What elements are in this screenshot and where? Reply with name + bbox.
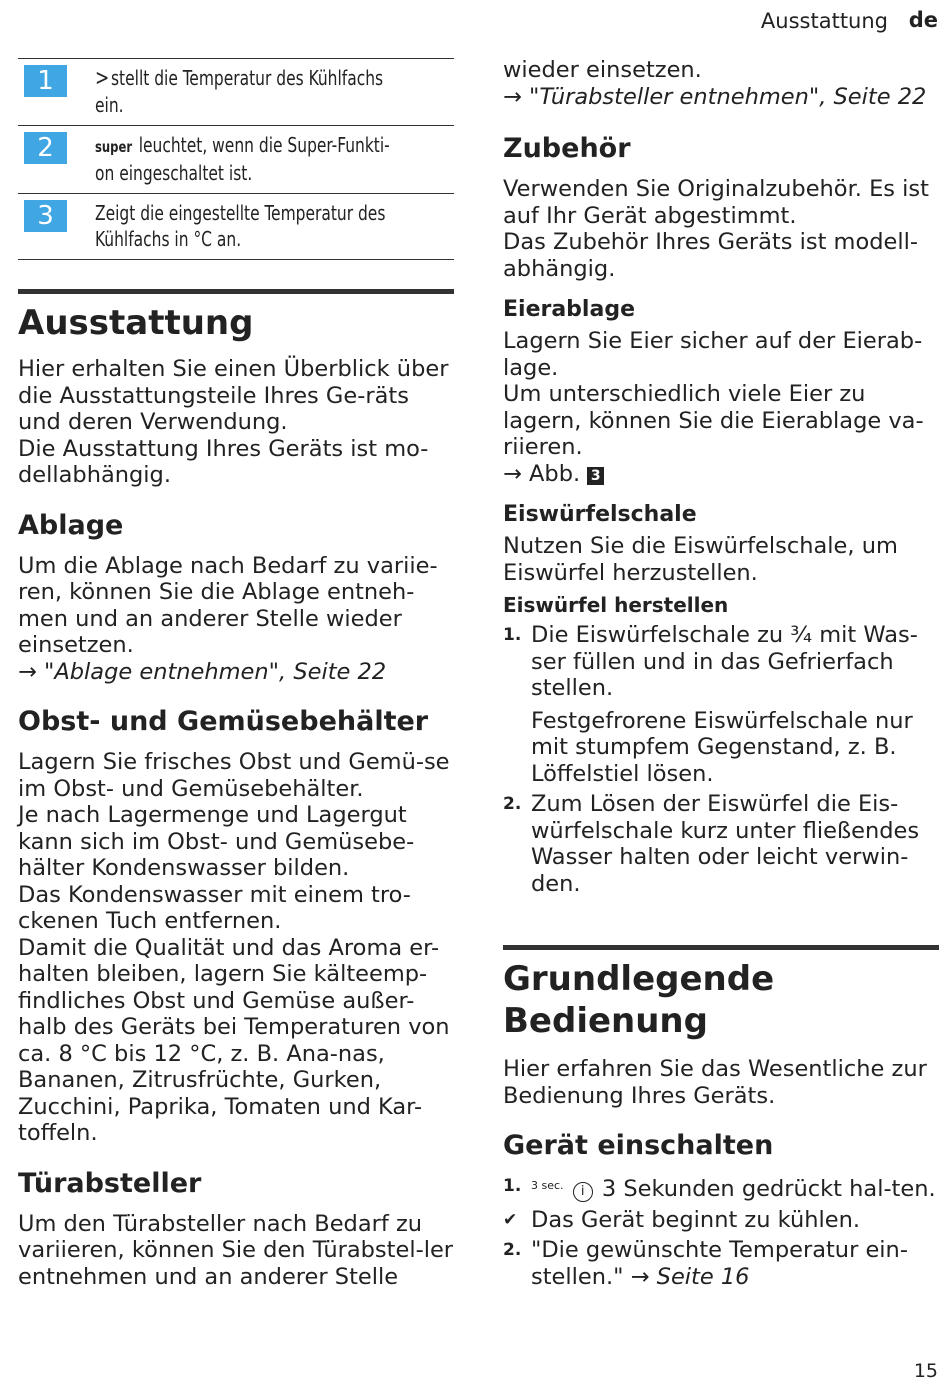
paragraph: Das Kondenswasser mit einem tro-ckenen Tuch entfernen. [18,881,411,934]
section-divider [503,945,939,950]
paragraph: Die Ausstattung Ihres Geräts ist mo-dellabhängig. [18,435,429,488]
heading-eierablage: Eierablage [503,297,635,322]
arrow-right-icon: → [18,658,37,685]
list-item: 2. Zum Lösen der Eiswürfel die Eis-würfelschale kurz unter fließendes Wasser halten oder leicht verwin-den. [503,791,920,897]
list-item: 2. "Die gewünschte Temperatur ein-stellen." → Seite 16 [503,1237,908,1290]
section-divider [18,289,454,294]
heading-eiswuerfel-herstellen: Eiswürfel herstellen [503,593,729,617]
key-badge-2: 2 [24,132,67,164]
chevron-right-icon: > [95,66,110,91]
paragraph: wieder einsetzen. [503,57,702,83]
heading-ablage: Ablage [18,509,124,541]
paragraph: Das Zubehör Ihres Geräts ist modell-abhängig. [503,229,918,282]
heading-grundlegende-bedienung: Grundlegende Bedienung [503,959,775,1041]
paragraph: Verwenden Sie Originalzubehör. Es ist auf Ihr Gerät abgestimmt. [503,176,929,229]
key-row-2 [18,126,454,194]
arrow-right-icon: → [503,460,522,487]
paragraph: Je nach Lagermenge und Lagergut kann sich im Obst- und Gemüsebe-hälter Kondenswasser bilden. [18,802,415,881]
super-label: super [95,138,133,156]
arrow-right-icon: → [503,83,522,110]
key-row-3 [18,194,454,260]
seconds-label: 3 sec. [531,1179,564,1192]
heading-zubehoer: Zubehör [503,133,631,164]
key-badge-3: 3 [24,200,67,232]
paragraph: Lagern Sie Eier sicher auf der Eierab-lage. [503,328,923,381]
paragraph: Hier erfahren Sie das Wesentliche zur Bedienung Ihres Geräts. [503,1056,927,1109]
key-row-1 [18,59,454,126]
cross-reference-link[interactable]: Seite 16 [656,1263,750,1290]
result-item: ✔ Das Gerät beginnt zu kühlen. [503,1206,861,1233]
left-column [18,289,454,1290]
list-item: 1. $^{3 sec.}$ i 3 Sekunden gedrückt hal-ten. [503,1176,936,1202]
key-text-3: Zeigt die eingestellte Temperatur des Kühlfachs in °C an. [95,201,386,251]
list-item: 1. Die Eiswürfelschale zu ¾ mit Was-ser füllen und in das Gefrierfach stellen. [503,622,918,701]
paragraph: Hier erhalten Sie einen Überblick über die Ausstattungsteile Ihres Ge-räts und deren Verwendung. [18,356,449,435]
header-section-title: Ausstattung [760,9,888,33]
paragraph: Um unterschiedlich viele Eier zu lagern, können Sie die Eierablage va-riieren. [503,381,924,460]
cross-reference-link[interactable]: → "Ablage entnehmen", Seite 22 [18,658,387,685]
heading-geraet-einschalten: Gerät einschalten [503,1130,774,1161]
figure-reference[interactable]: → Abb. 3 [503,461,939,488]
arrow-right-icon: → [630,1263,650,1290]
heading-tuerabsteller: Türabsteller [18,1167,202,1199]
paragraph: Um die Ablage nach Bedarf zu variie-ren, können Sie die Ablage entneh-men und an anderer Stelle wieder einsetzen. [18,552,438,658]
heading-ausstattung: Ausstattung [18,303,254,343]
power-button-icon: i [573,1182,593,1202]
paragraph: Lagern Sie frisches Obst und Gemü-se im Obst- und Gemüsebehälter. [18,749,450,802]
heading-obst-gemuese: Obst- und Gemüsebehälter [18,706,429,737]
paragraph: Nutzen Sie die Eiswürfelschale, um Eiswürfel herzustellen. [503,533,898,586]
header-language: de [908,8,938,32]
key-badge-1: 1 [24,65,67,97]
step-note: Festgefrorene Eiswürfelschale nur mit stumpfem Gegenstand, z. B. Löffelstiel lösen. [531,707,913,787]
heading-eiswuerfelschale: Eiswürfelschale [503,502,697,527]
checkmark-icon: ✔ [503,1209,518,1230]
key-text-2: super leuchtet, wenn die Super-Funkti-on eingeschaltet ist. [95,133,390,185]
page-number: 15 [913,1360,938,1382]
display-key-table [18,58,454,260]
figure-tag: 3 [587,467,604,485]
paragraph: Damit die Qualität und das Aroma er-halten bleiben, lagern Sie kälteemp-findliches Obst und Gemüse außer-halb des Geräts bei Temperaturen von ca. 8 °C bis 12 °C, z. B. Ana-nas, Bananen, Zitrusfrüchte, Gurken, Zucchini, Paprika, Tomaten und Kar-toffeln. [18,934,450,1146]
right-column [503,57,939,1290]
key-text-1: >stellt die Temperatur des Kühlfachs ein. [95,66,384,117]
cross-reference-link[interactable]: → "Türabsteller entnehmen", Seite 22 [503,83,927,110]
paragraph: Um den Türabsteller nach Bedarf zu variieren, können Sie den Türabstel-ler entnehmen und an anderer Stelle [18,1210,454,1290]
